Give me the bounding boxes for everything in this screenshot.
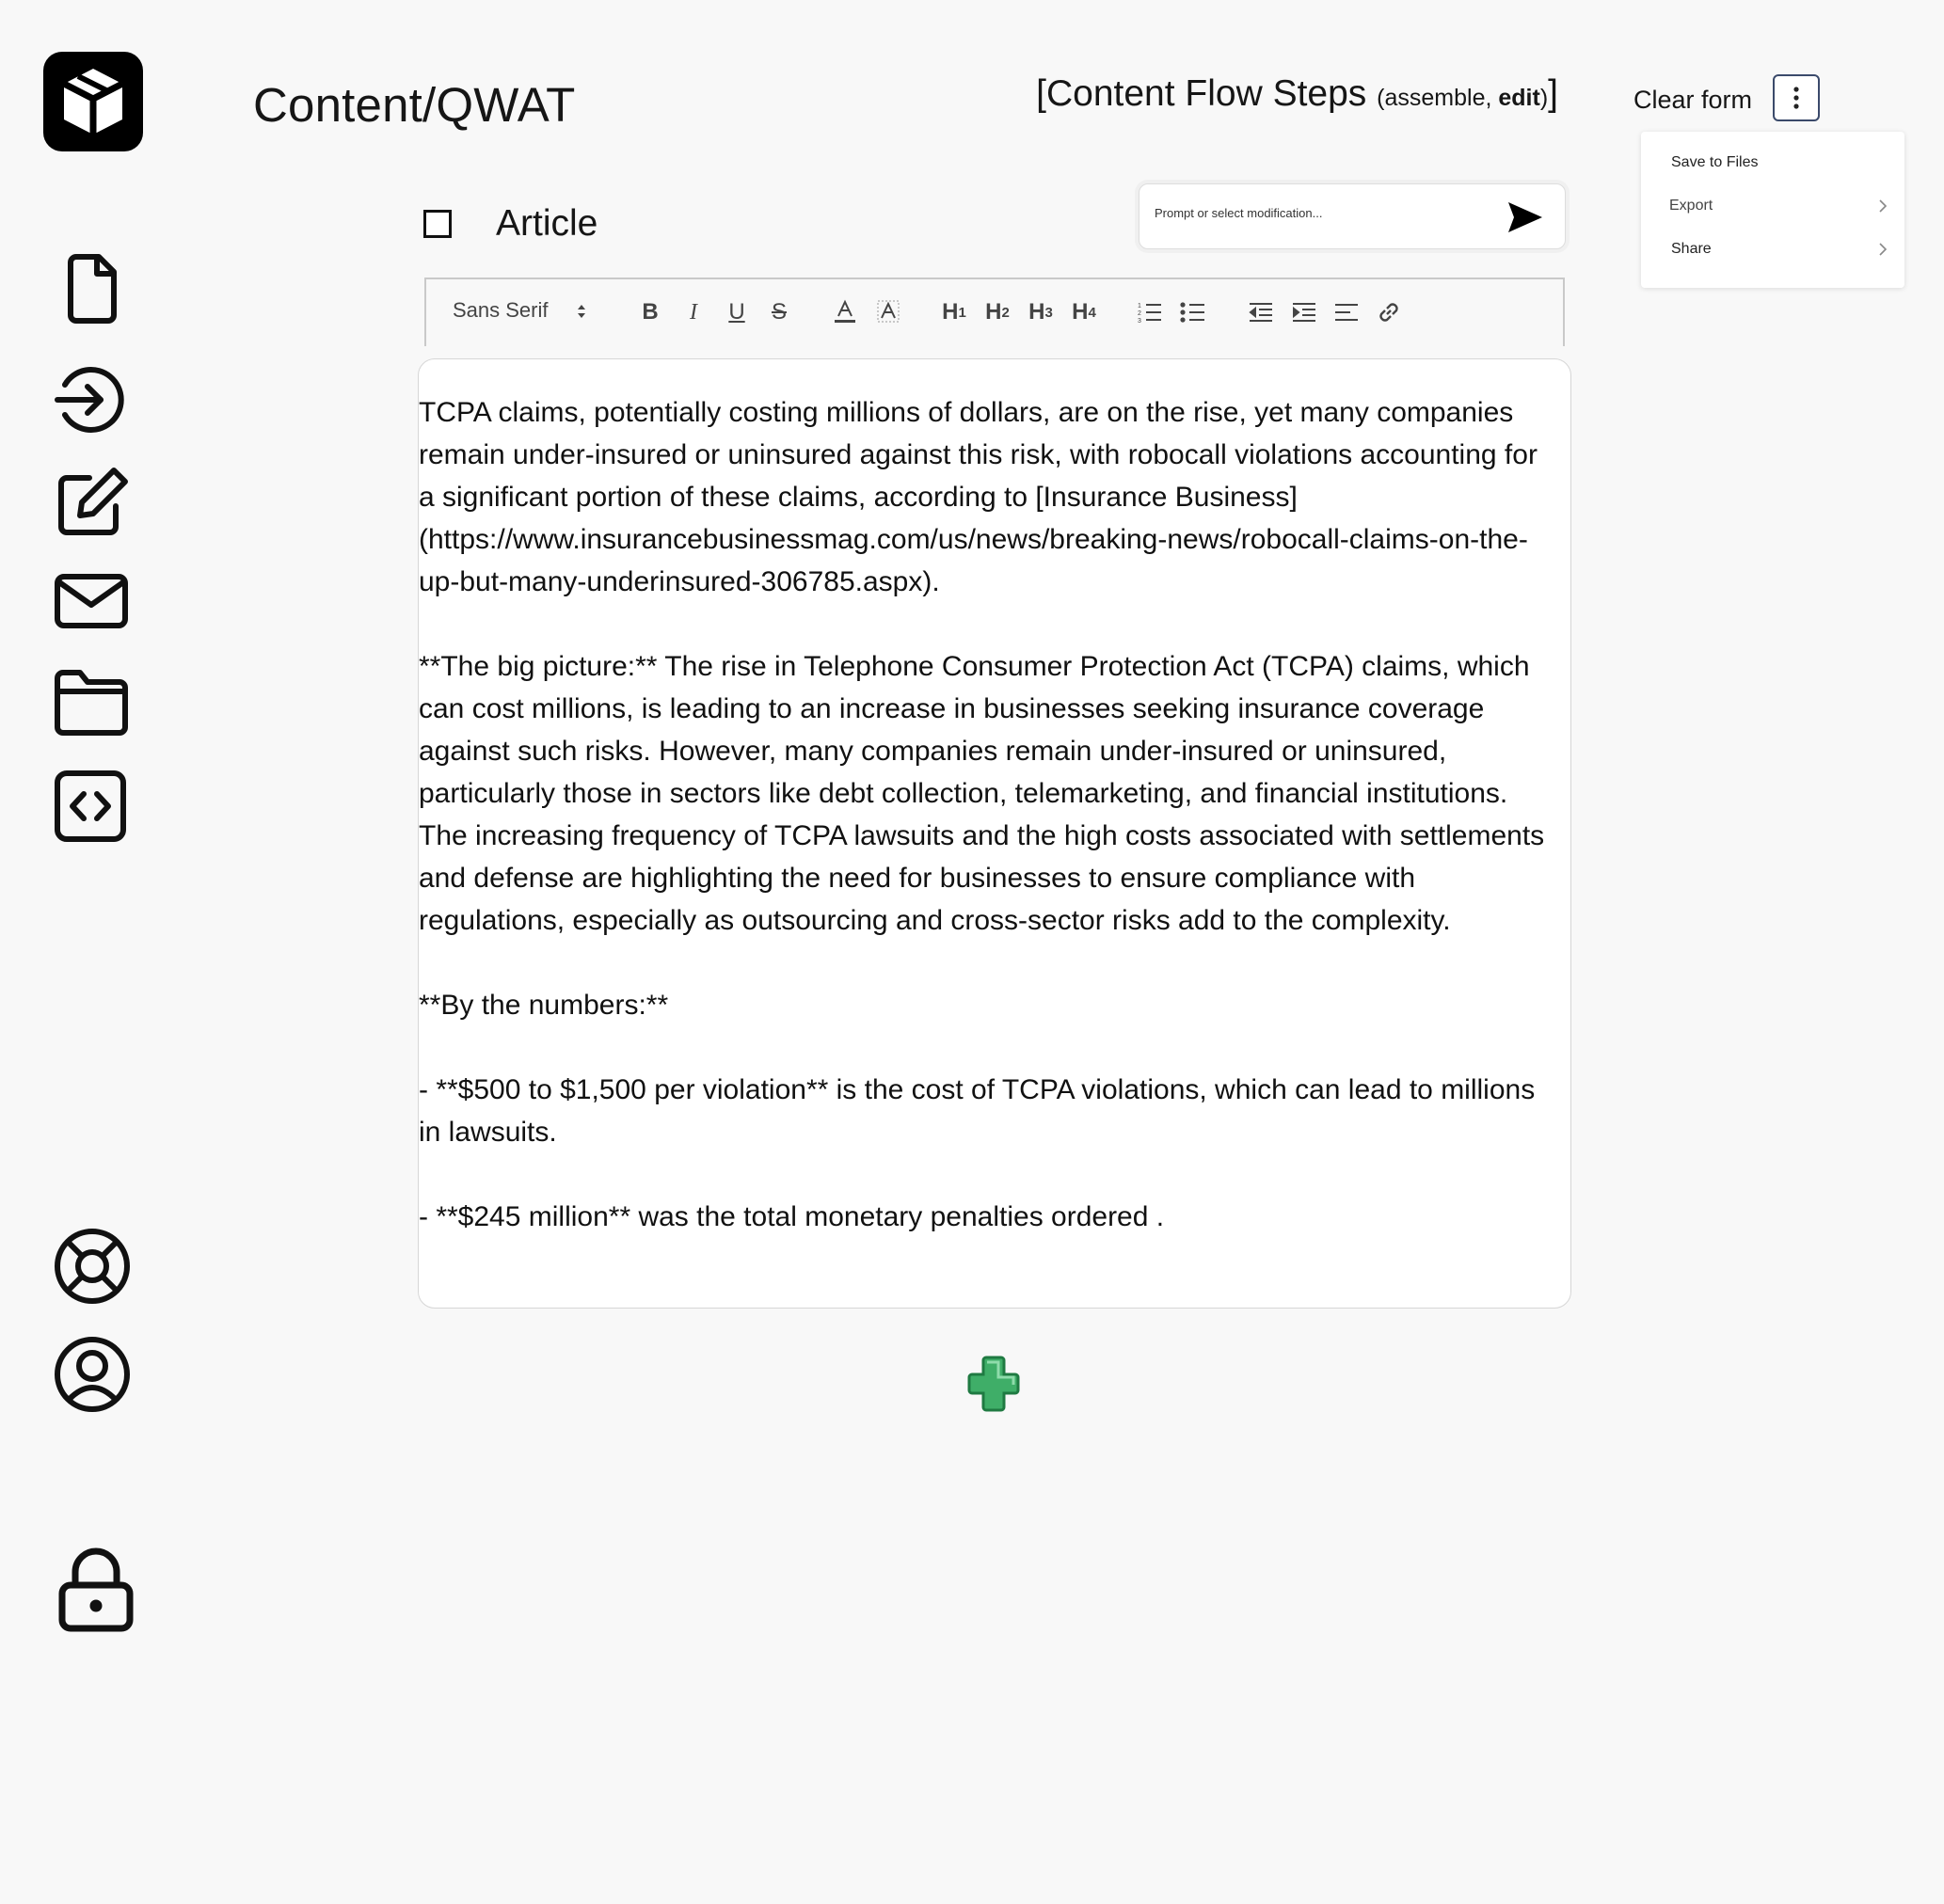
outdent-icon — [1248, 300, 1274, 325]
svg-text:3: 3 — [1138, 318, 1141, 325]
edit-icon[interactable] — [52, 463, 131, 542]
editor-paragraph: **The big picture:** The rise in Telephone Consumer Protection Act (TCPA) claims, which can cost millions, is leading to an increase in businesses seeking insurance coverage against such risks. However, many companies remain under-insured or uninsured, particularly those in sectors like debt collection, telemarketing, and financial institutions. The increasing frequency of TCPA lawsuits and the high costs associated with settlements and defense are highlighting the need for businesses to ensure compliance with regulations, especially as outsourcing and cross-sector risks add to the complexity. — [419, 651, 1545, 936]
lock-icon[interactable] — [56, 1547, 137, 1634]
page-title: Content/QWAT — [253, 78, 576, 132]
font-select[interactable] — [453, 298, 586, 323]
steps-sub-open: (assemble, — [1377, 85, 1499, 111]
font-select-value: Sans Serif — [453, 298, 549, 322]
text-color-button[interactable] — [831, 298, 859, 326]
h3-number: 3 — [1044, 304, 1053, 321]
add-section-button[interactable] — [966, 1355, 1021, 1413]
h2-letter: H — [985, 299, 1002, 325]
menu-item-share[interactable]: Share — [1671, 241, 1712, 257]
article-editor[interactable] — [418, 358, 1571, 1309]
steps-close: ] — [1548, 73, 1558, 114]
align-left-icon — [1333, 300, 1360, 325]
heading-3-button[interactable] — [1025, 298, 1057, 326]
bullet-list-button[interactable] — [1179, 298, 1207, 326]
text-color-icon — [833, 299, 857, 325]
h4-number: 4 — [1088, 304, 1096, 321]
prompt-box — [1139, 183, 1566, 249]
h1-letter: H — [942, 299, 959, 325]
editor-toolbar — [424, 278, 1565, 346]
login-arrow-icon[interactable] — [52, 360, 131, 439]
steps-sub-bold: edit — [1498, 85, 1540, 111]
prompt-input[interactable] — [1153, 205, 1495, 221]
kebab-menu-icon — [1775, 76, 1818, 119]
select-arrows-icon — [577, 303, 586, 320]
section-label: Article — [496, 203, 598, 244]
ordered-list-button[interactable] — [1136, 298, 1164, 326]
underline-button[interactable]: U — [728, 299, 745, 325]
ordered-list-icon — [1137, 300, 1163, 325]
article-checkbox[interactable] — [423, 210, 452, 238]
send-icon — [1506, 198, 1544, 236]
logo[interactable] — [43, 52, 143, 151]
svg-text:1: 1 — [1138, 303, 1141, 309]
outdent-button[interactable] — [1247, 298, 1275, 326]
h1-number: 1 — [958, 304, 966, 321]
menu-item-export[interactable]: Export — [1669, 198, 1713, 214]
heading-2-button[interactable] — [981, 298, 1013, 326]
align-button[interactable] — [1332, 298, 1361, 326]
h2-number: 2 — [1001, 304, 1010, 321]
strikethrough-button[interactable]: S — [771, 299, 787, 325]
logo-cube-icon — [43, 52, 143, 151]
help-lifebuoy-icon[interactable] — [52, 1226, 133, 1307]
link-button[interactable] — [1375, 298, 1403, 326]
editor-paragraph: **By the numbers:** — [419, 990, 669, 1021]
chevron-right-icon — [1878, 242, 1888, 257]
link-icon — [1376, 299, 1402, 325]
more-options-button[interactable] — [1773, 74, 1820, 121]
menu-item-save-to-files[interactable]: Save to Files — [1671, 154, 1759, 170]
mail-icon[interactable] — [52, 562, 131, 641]
bullet-list-icon — [1180, 300, 1206, 325]
send-button[interactable] — [1506, 198, 1544, 236]
editor-paragraph: - **$500 to $1,500 per violation** is the cost of TCPA violations, which can lead to millions in lawsuits. — [419, 1074, 1536, 1148]
code-icon[interactable] — [52, 766, 131, 845]
h4-letter: H — [1072, 299, 1089, 325]
editor-content — [419, 391, 1557, 1280]
options-menu — [1641, 132, 1904, 288]
steps-sub-close: ) — [1539, 85, 1549, 111]
highlight-icon — [876, 299, 900, 325]
content-flow-steps[interactable] — [1036, 73, 1558, 115]
editor-paragraph: TCPA claims, potentially costing millions of dollars, are on the rise, yet many companies remain under-insured or uninsured against this risk, with robocall violations accounting for a significant portion of these claims, according to [Insurance Business] (https://www.insurancebusinessmag.com/us/news/breaking-news/robocall-claims-on-the-up-but-many-underinsured-306785.aspx). — [419, 397, 1538, 597]
folder-icon[interactable] — [52, 661, 131, 740]
chevron-right-icon — [1878, 198, 1888, 214]
plus-icon — [966, 1355, 1021, 1413]
heading-4-button[interactable] — [1068, 298, 1100, 326]
indent-icon — [1291, 300, 1317, 325]
bold-button[interactable]: B — [642, 299, 659, 325]
steps-text: [Content Flow Steps — [1036, 73, 1378, 114]
h3-letter: H — [1028, 299, 1045, 325]
user-icon[interactable] — [52, 1334, 133, 1415]
italic-button[interactable]: I — [690, 299, 697, 325]
indent-button[interactable] — [1290, 298, 1318, 326]
svg-text:2: 2 — [1138, 310, 1141, 317]
heading-1-button[interactable] — [938, 298, 970, 326]
editor-paragraph: - **$245 million** was the total monetary penalties ordered . — [419, 1201, 1165, 1232]
document-icon[interactable] — [52, 249, 131, 328]
highlight-color-button[interactable] — [874, 298, 902, 326]
clear-form-button[interactable]: Clear form — [1633, 86, 1753, 114]
